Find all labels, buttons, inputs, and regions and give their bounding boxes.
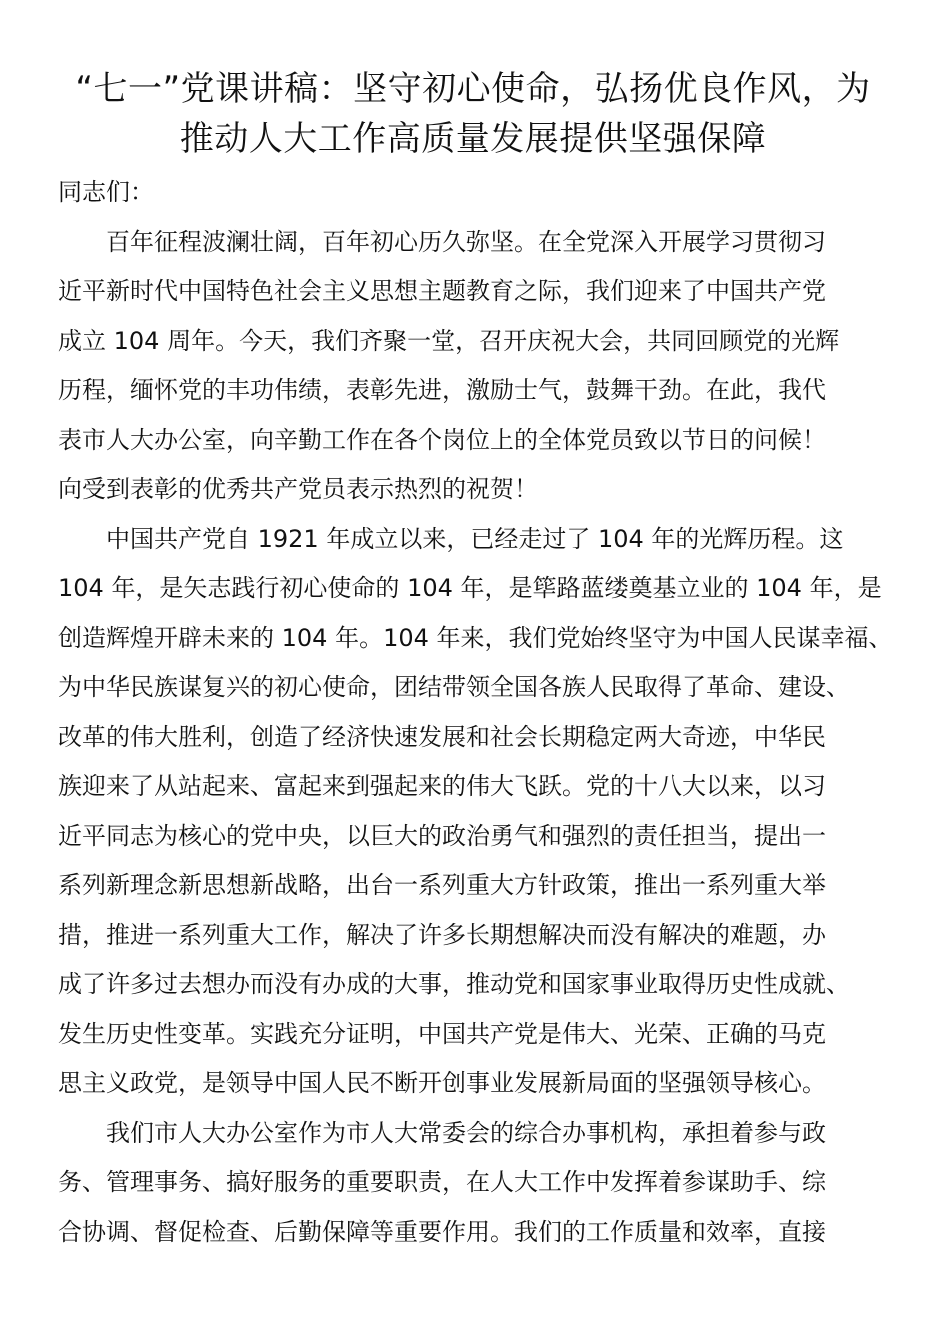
text-line: 措，推进一系列重大工作，解决了许多长期想解决而没有解决的难题，办 bbox=[58, 920, 826, 949]
text-line: 系列新理念新思想新战略，出台一系列重大方针政策，推出一系列重大举 bbox=[58, 871, 826, 899]
text-line: 百年征程波澜壮阔，百年初心历久弥坚。在全党深入开展学习贯彻习 bbox=[106, 227, 826, 256]
text-line: 族迎来了从站起来、富起来到强起来的伟大飞跃。党的十八大以来，以习 bbox=[58, 772, 826, 800]
text-line: 我们市人大办公室作为市人大常委会的综合办事机构，承担着参与政 bbox=[106, 1118, 826, 1147]
salutation: 同志们： bbox=[58, 178, 154, 206]
document-title bbox=[58, 64, 888, 164]
text-line: 合协调、督促检查、后勤保障等重要作用。我们的工作质量和效率，直接 bbox=[58, 1217, 826, 1246]
title-line: 推动人大工作高质量发展提供坚强保障 bbox=[179, 119, 767, 159]
text-line: 为中华民族谋复兴的初心使命，团结带领全国各族人民取得了革命、建设、 bbox=[58, 673, 850, 701]
paragraph-3 bbox=[58, 1109, 888, 1258]
text-line: 中国共产党自 1921 年成立以来，已经走过了 104 年的光辉历程。这 bbox=[106, 524, 844, 553]
text-line: 务、管理事务、搞好服务的重要职责，在人大工作中发挥着参谋助手、综 bbox=[58, 1168, 826, 1196]
text-line: 近平新时代中国特色社会主义思想主题教育之际，我们迎来了中国共产党 bbox=[58, 277, 826, 305]
text-line: 改革的伟大胜利，创造了经济快速发展和社会长期稳定两大奇迹，中华民 bbox=[58, 722, 826, 751]
paragraph-2 bbox=[58, 515, 893, 1109]
text-line: 成了许多过去想办而没有办成的大事，推动党和国家事业取得历史性成就、 bbox=[58, 970, 850, 998]
text-line: 成立 104 周年。今天，我们齐聚一堂，召开庆祝大会，共同回顾党的光辉 bbox=[58, 326, 840, 355]
text-line: 发生历史性变革。实践充分证明，中国共产党是伟大、光荣、正确的马克 bbox=[58, 1019, 826, 1048]
text-line: 近平同志为核心的党中央，以巨大的政治勇气和强烈的责任担当，提出一 bbox=[58, 821, 826, 850]
title-line: “七一”党课讲稿：坚守初心使命，弘扬优良作风，为 bbox=[75, 69, 871, 109]
text-line: 历程，缅怀党的丰功伟绩，表彰先进，激励士气，鼓舞干劲。在此，我代 bbox=[58, 376, 826, 404]
text-line: 创造辉煌开辟未来的 104 年。104 年来，我们党始终坚守为中国人民谋幸福、 bbox=[58, 623, 893, 652]
text-line: 向受到表彰的优秀共产党员表示热烈的祝贺！ bbox=[58, 475, 538, 503]
paragraph-1 bbox=[58, 218, 888, 515]
text-line: 思主义政党，是领导中国人民不断开创事业发展新局面的坚强领导核心。 bbox=[58, 1069, 826, 1097]
text-line: 表市人大办公室，向辛勤工作在各个岗位上的全体党员致以节日的问候！ bbox=[58, 425, 826, 454]
text-line: 104 年，是矢志践行初心使命的 104 年，是筚路蓝缕奠基立业的 104 年，是 bbox=[58, 574, 882, 602]
